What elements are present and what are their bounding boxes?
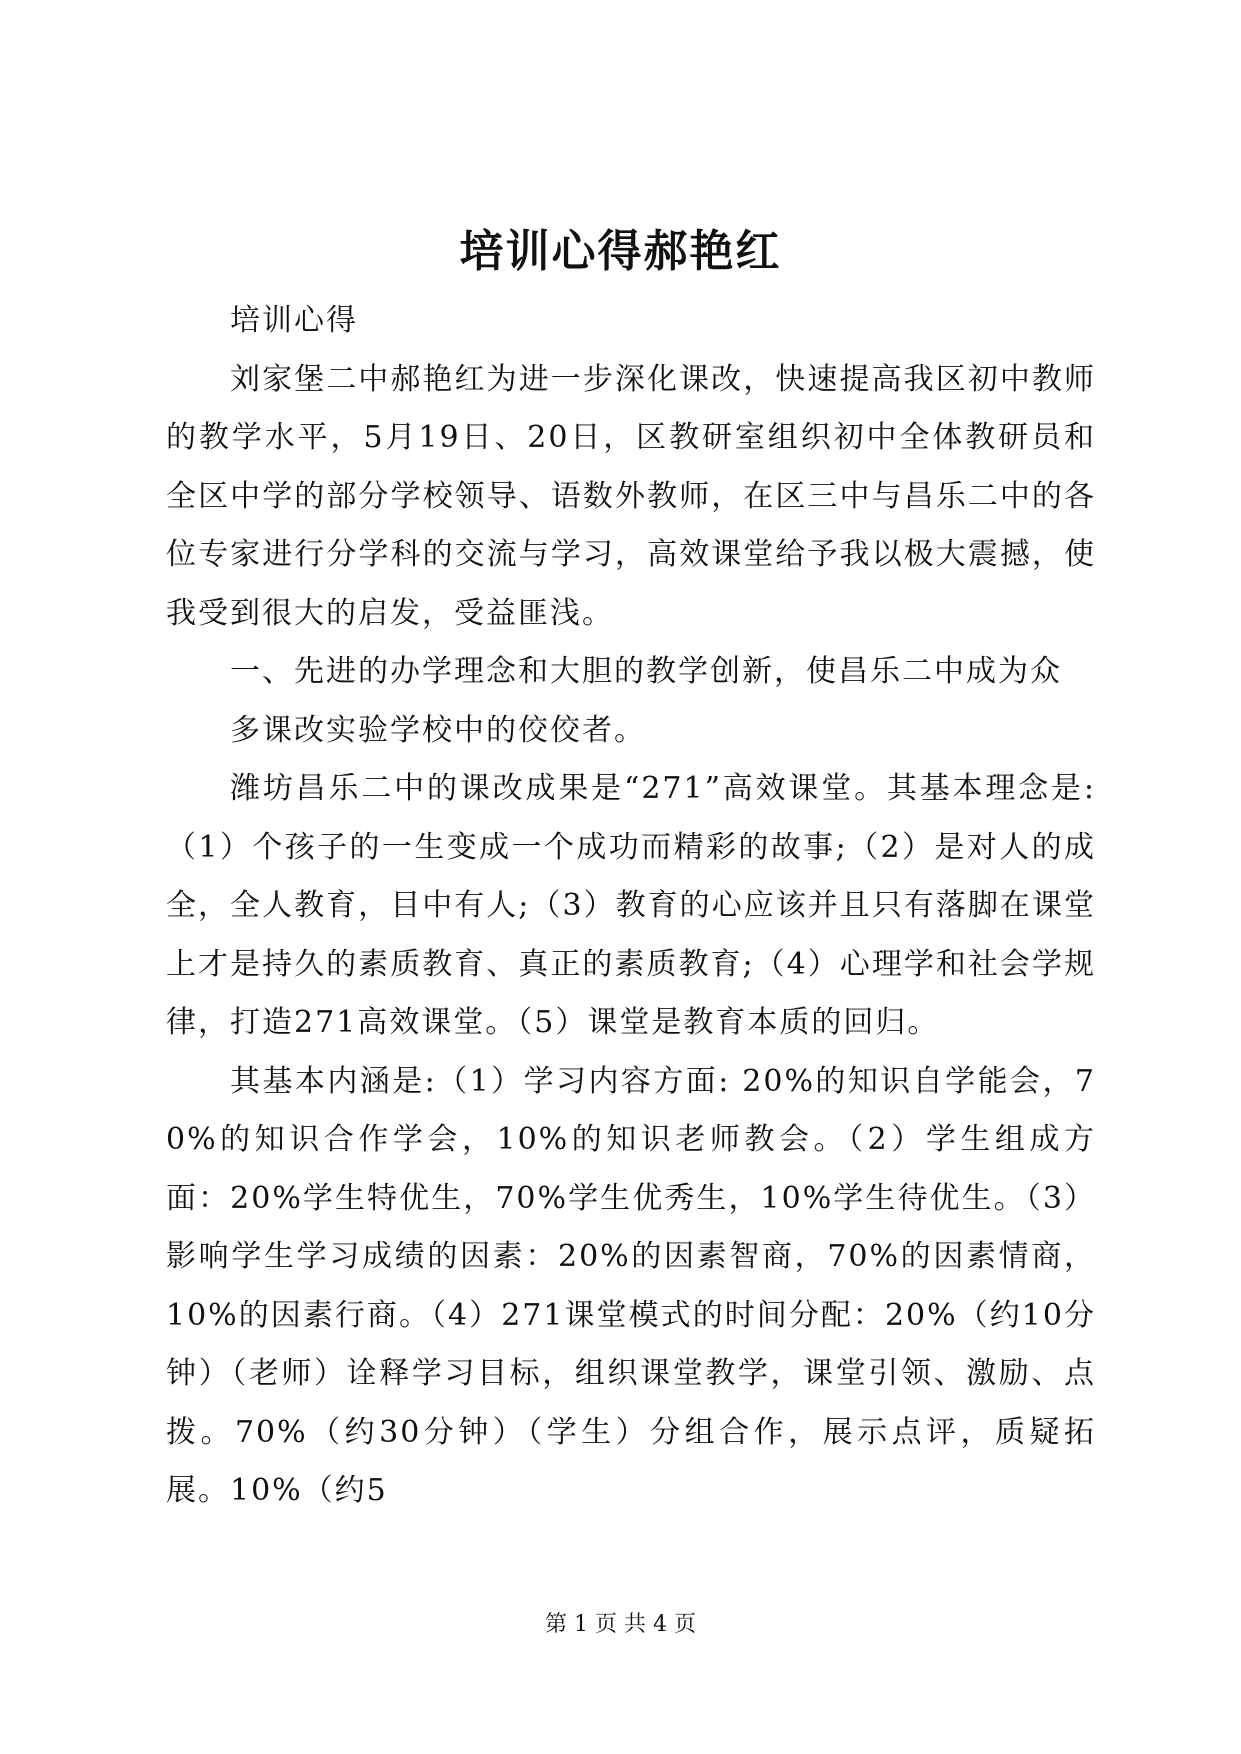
paragraph-connotation: 其基本内涵是:（1）学习内容方面: 20%的知识自学能会，70%的知识合作学会，10%的知识老师教会。（2）学生组成方面：20%学生特优生，70%学生优秀生，10%学生待优生。（3）影响学生学习成绩的因素：20%的因素智商，70%的因素情商，10%的因素行商。（4）271课堂模式的时间分配：20%（约10分钟）（老师）诠释学习目标，组织课堂教学，课堂引领、激励、点拨。70%（约30分钟）（学生）分组合作，展示点评，质疑拓展。10%（约5 <box>166 1063 1096 1508</box>
document-body <box>166 292 1096 1521</box>
section-heading-line-2: 多课改实验学校中的佼佼者。 <box>230 712 646 748</box>
section-heading-line-1: 一、先进的办学理念和大胆的教学创新，使昌乐二中成为众 <box>230 654 1062 689</box>
paragraph-intro: 刘家堡二中郝艳红为进一步深化课改，快速提高我区初中教师的教学水平，5月19日、20日，区教研室组织初中全体教研员和全区中学的部分学校领导、语数外教师，在区三中与昌乐二中的各位专家进行分学科的交流与学习，高效课堂给予我以极大震撼，使我受到很大的启发，受益匪浅。 <box>166 361 1096 631</box>
paragraph-subtitle: 培训心得 <box>230 303 358 338</box>
page-number-footer: 第 1 页 共 4 页 <box>545 1612 696 1637</box>
document-title: 培训心得郝艳红 <box>459 226 782 277</box>
paragraph-concepts: 潍坊昌乐二中的课改成果是“271”高效课堂。其基本理念是:（1）个孩子的一生变成一个成功而精彩的故事;（2）是对人的成全，全人教育，目中有人;（3）教育的心应该并且只有落脚在课堂上才是持久的素质教育、真正的素质教育;（4）心理学和社会学规律，打造271高效课堂。（5）课堂是教育本质的回归。 <box>166 771 1096 1040</box>
